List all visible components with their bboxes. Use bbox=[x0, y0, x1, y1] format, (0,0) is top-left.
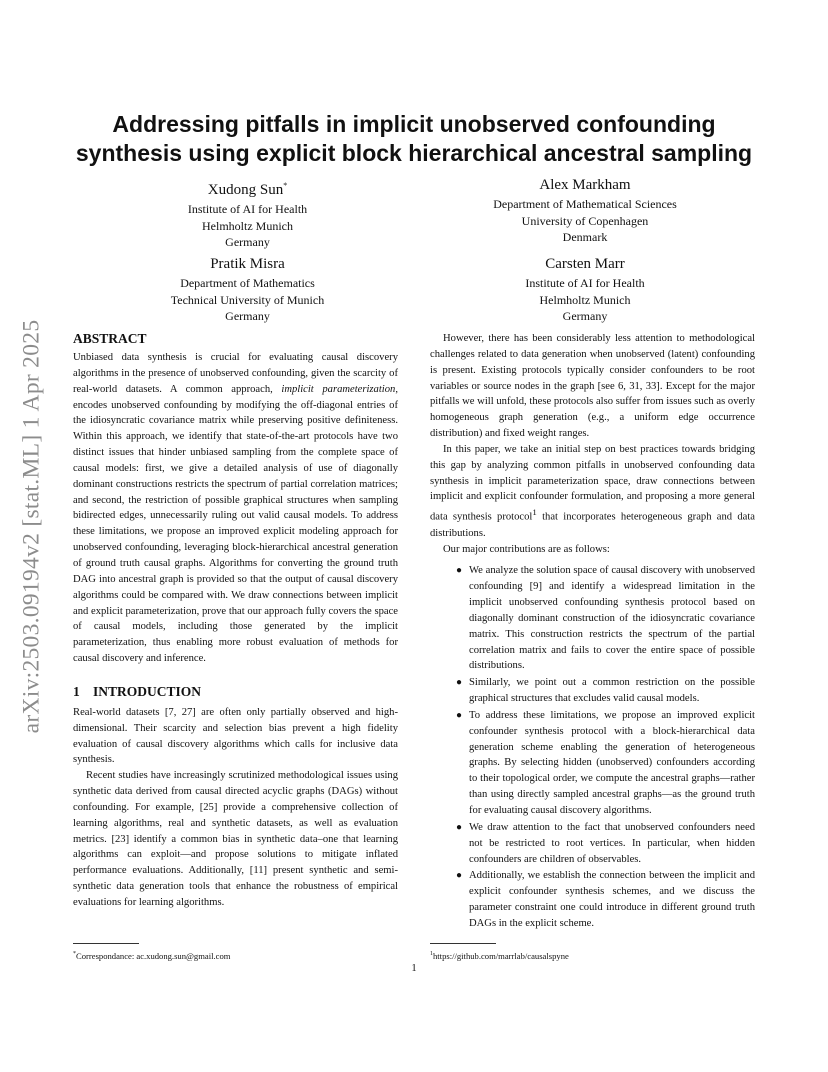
author-affiliation: University of Copenhagen bbox=[521, 213, 649, 228]
author-country: Germany bbox=[225, 309, 270, 323]
arxiv-identifier: arXiv:2503.09194v2 [stat.ML] 1 Apr 2025 bbox=[18, 319, 45, 733]
author-affiliation: Department of Mathematics bbox=[180, 276, 315, 290]
author-name: Pratik Misra bbox=[210, 256, 285, 272]
bullet-icon: ● bbox=[456, 821, 463, 833]
author-country: Denmark bbox=[562, 230, 608, 244]
author-name-text: Xudong Sun bbox=[207, 182, 284, 198]
author-affiliation: Institute of AI for Health bbox=[525, 276, 645, 290]
abstract-text bbox=[73, 350, 398, 667]
author-affiliation: Technical University of Munich bbox=[170, 292, 325, 307]
bullet-icon: ● bbox=[456, 709, 463, 721]
bullet-icon: ● bbox=[456, 870, 463, 882]
list-item bbox=[456, 563, 755, 674]
intro-paragraph-4 bbox=[430, 442, 755, 542]
list-item-text: Similarly, we point out a common restriction on the possible graphical structures that excludes valid causal models. bbox=[469, 677, 755, 705]
author-block-2 bbox=[460, 176, 710, 246]
list-item bbox=[456, 868, 755, 931]
paper-title-line-1: Addressing pitfalls in implicit unobserved confounding bbox=[112, 111, 716, 137]
section-title: INTRODUCTION bbox=[93, 683, 202, 699]
list-item-text: We analyze the solution space of causal discovery with unobserved confounding [9] and identify a widespread limitation in the implicit unobserved confounding synthesis protocol based on diagonally dominant construction of the idiosyncratic covariance matrix. This construction restricts the spectrum of the partial correlation matrix and fails to cover the entire space of possible distributions. bbox=[469, 565, 755, 672]
list-item-text: We draw attention to the fact that unobserved confounders need not be restricted to root vertices. In particular, when hidden confounders are children of observables. bbox=[469, 821, 755, 865]
bullet-icon: ● bbox=[456, 565, 463, 577]
page-number: 1 bbox=[411, 963, 417, 974]
section-number: 1 bbox=[73, 683, 80, 699]
author-block-4 bbox=[460, 255, 710, 325]
right-column bbox=[430, 331, 755, 933]
author-country: Germany bbox=[225, 235, 270, 249]
footnote-link-text: https://github.com/marrlab/causalspyne bbox=[433, 950, 569, 961]
author-name: Carsten Marr bbox=[545, 256, 625, 272]
list-item-text: To address these limitations, we propose an improved explicit confounder synthesis protocol with a block-hierarchical data generation scheme enabling the generation of heterogeneous graphs. By selecting hidden (unobserved) confounders according to their topological order, we compute the ancestral graphs—rather than using directly sampled ancestral graphs—as the ground truth for evaluating causal discovery algorithms. bbox=[469, 709, 755, 816]
arxiv-identifier-stamp bbox=[20, 286, 44, 766]
list-item bbox=[456, 708, 755, 819]
paragraph-text: In this paper, we take an initial step on best practices towards bridging this gap by analyzing common pitfalls in unobserved confounding data synthesis in implicit parameterization space, draw connections between implicit and explicit confounder formulation, and proposing a more general data synthesis protocol bbox=[430, 443, 755, 523]
intro-paragraph-5: Our major contributions are as follows: bbox=[443, 543, 610, 555]
contributions-list bbox=[430, 563, 755, 931]
left-column bbox=[73, 330, 398, 911]
intro-paragraph-1: Real-world datasets [7, 27] are often only partially observed and high-dimensional. Their scarcity and selection bias prevent a high fidelity evaluation of causal discovery algorithms which calls for inclusive data synthesis. bbox=[73, 706, 398, 766]
intro-paragraph-2: Recent studies have increasingly scrutinized methodological issues using synthetic data derived from causal directed acyclic graphs (DAGs) without confounding. For example, [25] provide a comprehensive collection of learning algorithms, real and synthetic datasets, as well as evaluation metrics. [23] identify a common bias in synthetic data–one that learning algorithms can exploit—and propose solutions to mitigate inflated performance evaluations. Additionally, [11] present synthetic and semi-synthetic data generation tools that enhance the robustness of empirical evaluations for learning algorithms. bbox=[73, 770, 398, 908]
author-country: Germany bbox=[562, 309, 608, 323]
footnote-correspondence bbox=[73, 949, 230, 962]
paragraph-text: that incorporates heterogeneous graph and data distributions. bbox=[430, 511, 755, 539]
footnote-mark: 1 bbox=[430, 951, 433, 957]
abstract-italic-term: implicit parameterization bbox=[281, 383, 396, 395]
footnote-divider bbox=[73, 943, 139, 944]
list-item bbox=[456, 820, 755, 868]
list-item-text: Additionally, we establish the connection between the implicit and explicit confounder synthesis schemes, and we discuss the parameter constraint one could introduce in different ground truth DAGs in the explicit scheme. bbox=[469, 870, 755, 929]
paper-title bbox=[60, 110, 768, 168]
author-block-3 bbox=[140, 255, 355, 325]
footnote-divider bbox=[430, 943, 496, 944]
author-block-1 bbox=[140, 176, 355, 251]
section-heading-introduction bbox=[73, 683, 398, 701]
footnote-mark: * bbox=[73, 951, 76, 957]
author-name bbox=[140, 176, 355, 200]
author-name: Alex Markham bbox=[539, 177, 631, 193]
author-affiliation: Helmholtz Munich bbox=[202, 218, 293, 233]
bullet-icon: ● bbox=[456, 677, 463, 689]
author-affiliation: Helmholtz Munich bbox=[539, 292, 631, 307]
paper-title-line-2: synthesis using explicit block hierarchical ancestral sampling bbox=[75, 140, 753, 166]
abstract-text-part: Unbiased data synthesis is crucial for evaluating causal discovery algorithms in the presence of unobserved confounding, given the scarcity of real-world datasets. A common approach, bbox=[73, 352, 398, 395]
footnote-mark: 1 bbox=[532, 507, 537, 518]
abstract-heading: ABSTRACT bbox=[73, 331, 147, 346]
author-affiliation: Institute of AI for Health bbox=[187, 202, 308, 216]
abstract-text-part: , encodes unobserved confounding by modifying the off-diagonal entries of the idiosyncratic covariance matrix while preserving positive definiteness. Within this approach, we identify that state-of-the-art protocols have two distinct issues that hinder unbiased sampling from the complete space of causal models: first, we give a detailed analysis of use of diagonally dominant constructions restricts the spectrum of partial correlation matrices; and second, the restriction of possible graphical structures when sampling bidirected edges, unnecessarily ruling out valid causal models. To address these limitations, we propose an improved explicit modeling approach for unobserved confounding, leveraging block-hierarchical ancestral generation of ground truth causal graphs. Algorithms for converting the ground truth DAG into ancestral graph is provided so that the output of causal discovery algorithms could be compared with. We draw connections between implicit and explicit parameterization, prove that our approach fully covers the space of causal models, including those generated by the implicit parameterization, thus enabling more robust evaluation of methods for causal discovery and inference. bbox=[73, 383, 398, 665]
list-item bbox=[456, 675, 755, 707]
correspondence-mark: * bbox=[283, 181, 288, 190]
author-affiliation: Department of Mathematical Sciences bbox=[493, 197, 677, 211]
footnote-text: Correspondance: ac.xudong.sun@gmail.com bbox=[76, 950, 231, 961]
footnote-repository bbox=[430, 949, 569, 962]
intro-paragraph-3: However, there has been considerably less attention to methodological challenges related to data generation when unobserved (latent) confounding is present. Existing protocols typically consider confounders to be root variables or source nodes in the graph [see 6, 31, 33]. Except for the major pitfalls we will unfold, these protocols also suffer from issues such as overly homogeneous graph generation (e.g., a uniform edge occurrence distribution) and fixed weight ranges. bbox=[430, 333, 755, 440]
